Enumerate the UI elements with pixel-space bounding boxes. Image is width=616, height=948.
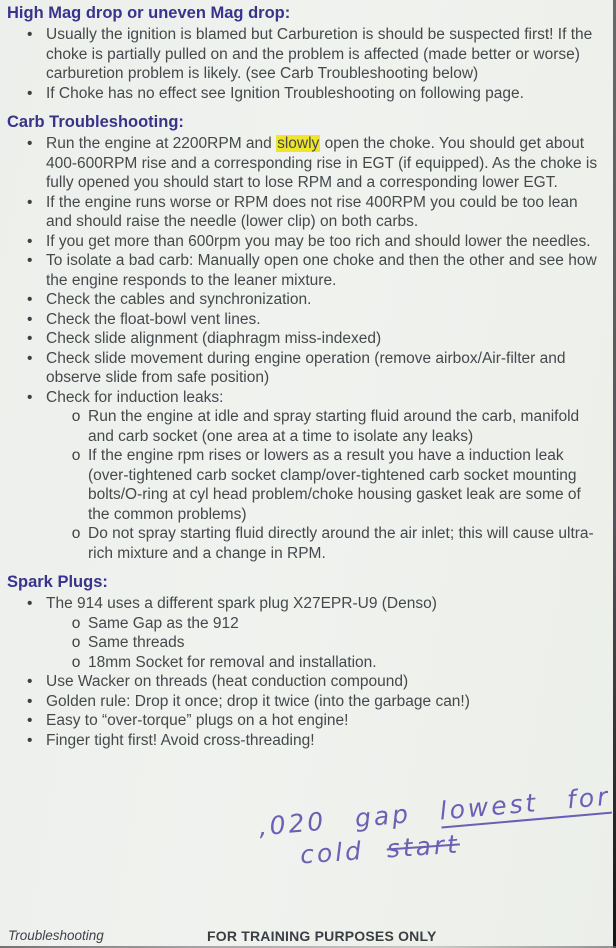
- list-item-text: Usually the ignition is blamed but Carburetion is should be suspected first! If the choke is partially pulled on and the problem is affected (made better or worse) carburetion problem is likely. (see Carb Troubleshooting below): [46, 26, 593, 82]
- sub-list-item-text: Same Gap as the 912: [88, 614, 239, 632]
- list-item: [27, 672, 616, 692]
- list-item-text: Easy to “over-torque” plugs on a hot engine!: [46, 712, 349, 729]
- list-item-text: Check for induction leaks:: [46, 388, 224, 406]
- list-item-text: The 914 uses a different spark plug X27EPR-U9 (Denso): [46, 595, 437, 612]
- bullet-icon: •: [27, 673, 33, 690]
- list-item-text: Check slide alignment (diaphragm miss-indexed): [46, 330, 382, 347]
- bullet-icon: •: [27, 692, 33, 710]
- list-item: [27, 388, 616, 408]
- section-mag-drop: [0, 3, 616, 103]
- bullet-icon: •: [27, 26, 33, 43]
- list-item: [27, 193, 616, 232]
- sub-list-item-text: Do not spray starting fluid directly around the air inlet; this will cause ultra-rich mixture and a change in RPM.: [88, 525, 594, 562]
- list-item-text: Use Wacker on threads (heat conduction compound): [46, 673, 409, 690]
- section-spark-plugs-title: Spark Plugs:: [7, 573, 108, 591]
- list-item: [27, 134, 616, 193]
- bullet-icon: •: [27, 84, 33, 102]
- sub-list-item: [64, 446, 616, 524]
- list-item: [27, 594, 616, 614]
- list-item: [27, 329, 616, 349]
- footer-training-notice: FOR TRAINING PURPOSES ONLY: [207, 927, 437, 944]
- handwritten-line-1: [257, 781, 616, 842]
- bullet-icon: •: [27, 595, 33, 612]
- list-item: [27, 84, 616, 104]
- list-item-text: Check slide movement during engine operation (remove airbox/Air-filter and observe slide from safe position): [46, 349, 566, 386]
- sub-list-item: [64, 524, 616, 563]
- bullet-icon: •: [27, 731, 33, 749]
- sub-list-item-text: Run the engine at idle and spray starting fluid around the carb, manifold and carb socket (one area at a time to isolate any leaks): [88, 408, 580, 445]
- footer-document-name: Troubleshooting: [8, 927, 104, 943]
- list-item-text: If you get more than 600rpm you may be too rich and should lower the needles.: [46, 232, 591, 250]
- list-item: [27, 310, 616, 330]
- list-item: [27, 731, 616, 751]
- list-item: [27, 251, 616, 290]
- highlighted-word: slowly: [277, 135, 320, 152]
- sub-list-item-text: If the engine rpm rises or lowers as a result you have a induction leak (over-tightened carb socket clamp/over-tightened carb socket mounting bolts/O-ring at cyl head problem/choke housing gasket leak are some of the common problems): [88, 447, 581, 523]
- bullet-icon: •: [27, 330, 33, 347]
- list-item: [27, 349, 616, 388]
- list-item: [27, 25, 616, 84]
- list-item: [27, 290, 616, 310]
- handwritten-line-2: [299, 829, 461, 870]
- handwritten-underlined-words: lowest for: [438, 782, 611, 829]
- sub-bullet-icon: o: [71, 653, 81, 671]
- list-item-text: To isolate a bad carb: Manually open one choke and then the other and see how the engine responds to the leaner mixture.: [46, 252, 597, 289]
- sub-list-item-text: Same threads: [88, 634, 185, 651]
- sub-list-item-text: 18mm Socket for removal and installation.: [88, 653, 377, 671]
- list-item-text: Check the float-bowl vent lines.: [46, 310, 261, 328]
- sub-list-item: [64, 407, 616, 446]
- section-spark-plugs: [0, 572, 616, 750]
- sub-bullet-icon: o: [71, 408, 81, 425]
- sub-bullet-icon: o: [71, 634, 81, 651]
- handwritten-struck-word: start: [385, 829, 461, 864]
- handwritten-word: cold: [299, 836, 365, 870]
- list-item-text: If the engine runs worse or RPM does not rise 400RPM you could be too lean and should raise the needle (lower clip) on both carbs.: [46, 193, 578, 230]
- bullet-icon: •: [27, 232, 33, 250]
- sub-bullet-icon: o: [71, 525, 81, 542]
- sub-list-item: [64, 653, 616, 673]
- list-item-text: Finger tight first! Avoid cross-threading!: [46, 731, 315, 749]
- list-item-text: Golden rule: Drop it once; drop it twice (into the garbage can!): [46, 692, 470, 710]
- bullet-icon: •: [27, 388, 33, 406]
- list-item: [27, 711, 616, 731]
- bullet-icon: •: [27, 712, 33, 729]
- text-before-highlight: Run the engine at 2200RPM and: [46, 135, 277, 152]
- list-item: [27, 232, 616, 252]
- sub-list-item: [64, 614, 616, 634]
- bullet-icon: •: [27, 349, 33, 367]
- list-item-text: [46, 134, 603, 193]
- sub-list-item: [64, 633, 616, 653]
- section-mag-drop-title: High Mag drop or uneven Mag drop:: [7, 4, 291, 22]
- handwritten-gap-value: ,020 gap: [257, 799, 413, 842]
- section-carb-title: Carb Troubleshooting:: [7, 113, 184, 131]
- sub-bullet-icon: o: [71, 614, 81, 632]
- text-after-highlight: open the choke. You should get about 400-600RPM rise and a corresponding rise in EGT (if equipped). As the choke is fully opened you should start to lose RPM and a corresponding lower EGT.: [46, 135, 598, 191]
- section-carb-troubleshooting: [0, 112, 616, 563]
- bullet-icon: •: [27, 310, 33, 328]
- list-item-text: Check the cables and synchronization.: [46, 291, 312, 308]
- list-item-text: If Choke has no effect see Ignition Troubleshooting on following page.: [46, 84, 524, 102]
- bullet-icon: •: [27, 135, 33, 152]
- list-item: [27, 692, 616, 712]
- bullet-icon: •: [27, 193, 33, 211]
- sub-bullet-icon: o: [71, 447, 81, 464]
- bullet-icon: •: [27, 252, 33, 269]
- bullet-icon: •: [27, 291, 33, 308]
